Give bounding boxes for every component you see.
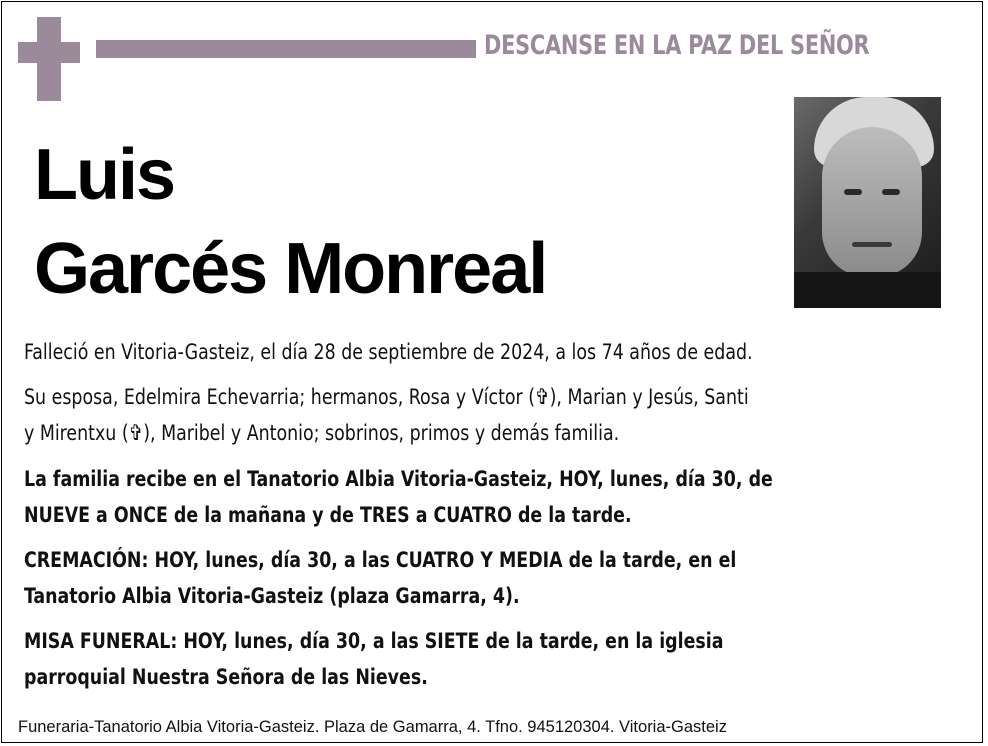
photo-eye-left: [844, 189, 862, 195]
family-list-line-2: y Mirentxu (✞), Maribel y Antonio; sobrinos, primos y demás familia.: [24, 421, 620, 446]
cremation-line-2: Tanatorio Albia Vitoria-Gasteiz (plaza Gamarra, 4).: [24, 584, 520, 609]
header-title: DESCANSE EN LA PAZ DEL SEÑOR: [484, 30, 870, 61]
photo-face: [822, 127, 922, 277]
death-notice: [24, 335, 968, 371]
cremation-info: [24, 543, 968, 615]
funeral-mass-info: [24, 624, 968, 696]
funeral-home-footer: Funeraria-Tanatorio Albia Vitoria-Gasteiz. Plaza de Gamarra, 4. Tfno. 945120304. Vitoria-Gasteiz: [18, 718, 727, 736]
cross-icon-bar: [18, 42, 80, 63]
visitation-line-2: NUEVE a ONCE de la mañana y de TRES a CUATRO de la tarde.: [24, 503, 632, 528]
cremation-line-1: CREMACIÓN: HOY, lunes, día 30, a las CUATRO Y MEDIA de la tarde, en el: [24, 548, 737, 573]
visitation-info: [24, 462, 968, 534]
photo-mouth: [852, 242, 892, 247]
photo-eye-right: [882, 189, 900, 195]
deceased-first-name: Luis: [34, 135, 175, 215]
header-divider-bar: [96, 40, 476, 58]
deceased-last-name: Garcés Monreal: [34, 229, 547, 309]
family-list-line-1: Su esposa, Edelmira Echevarria; hermanos, Rosa y Víctor (✞), Marian y Jesús, Santi: [24, 385, 749, 410]
death-notice-line: Falleció en Vitoria-Gasteiz, el día 28 de septiembre de 2024, a los 74 años de edad.: [24, 340, 753, 365]
family-list: [24, 380, 968, 452]
deceased-photo: [794, 97, 941, 308]
photo-shirt: [794, 272, 941, 308]
visitation-line-1: La familia recibe en el Tanatorio Albia Vitoria-Gasteiz, HOY, lunes, día 30, de: [24, 467, 773, 492]
funeral-mass-line-2: parroquial Nuestra Señora de las Nieves.: [24, 665, 428, 690]
funeral-mass-line-1: MISA FUNERAL: HOY, lunes, día 30, a las SIETE de la tarde, en la iglesia: [24, 629, 724, 654]
